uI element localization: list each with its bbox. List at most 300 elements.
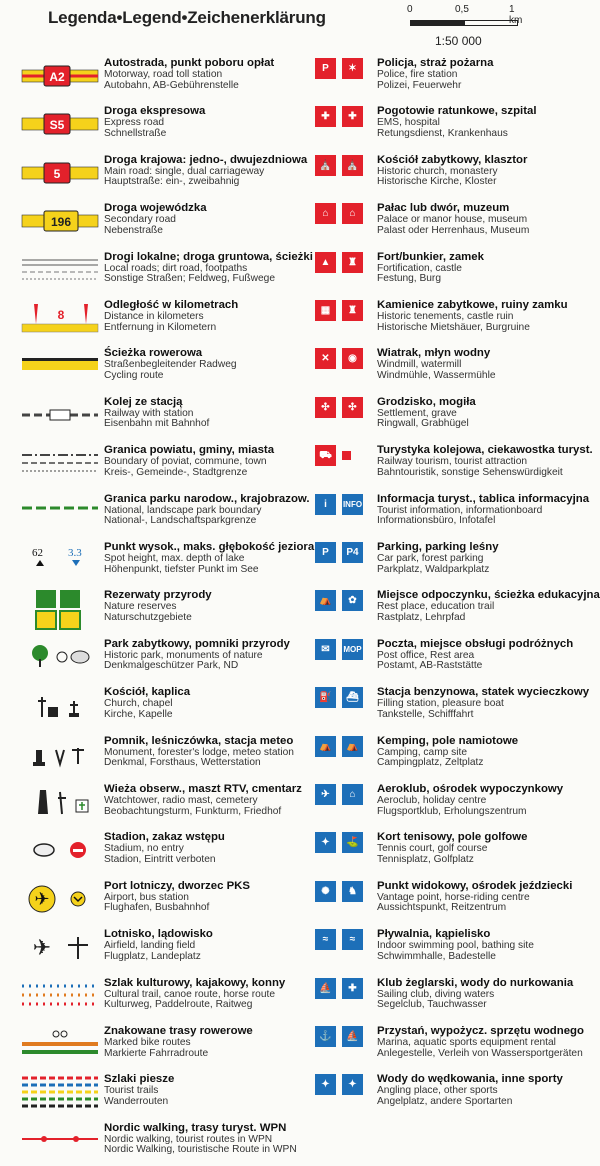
legend-text bbox=[377, 348, 600, 381]
label-de: Historische Kirche, Kloster bbox=[377, 176, 497, 188]
left-legend-row bbox=[0, 1074, 300, 1122]
left-legend-row bbox=[0, 106, 300, 154]
legend-symbol bbox=[22, 929, 98, 973]
label-pl: Droga wojewódzka bbox=[104, 202, 207, 215]
symbol-glyph: ✣ bbox=[348, 401, 357, 413]
label-pl: Szlaki piesze bbox=[104, 1073, 175, 1086]
information-icon-primary bbox=[315, 494, 336, 515]
label-pl: Informacja turyst., tablica informacyjna bbox=[377, 492, 590, 505]
symbol-glyph: ♜ bbox=[348, 256, 357, 268]
label-de: Informationsbüro, Infotafel bbox=[377, 515, 496, 527]
airport-icon bbox=[22, 881, 98, 921]
legend-text bbox=[104, 492, 310, 527]
right-legend-row bbox=[300, 1026, 600, 1074]
label-de: Sonstige Straßen; Feldweg, Fußwege bbox=[104, 273, 276, 285]
label-pl: Szlak kulturowy, kajakowy, konny bbox=[104, 976, 286, 989]
label-en: Marked bike routes bbox=[104, 1036, 191, 1048]
legend-symbol bbox=[22, 203, 98, 247]
label-pl: Kolej ze stacją bbox=[104, 395, 183, 408]
settlement-icon-secondary bbox=[342, 397, 363, 418]
right-legend-row bbox=[300, 736, 600, 784]
legend-text bbox=[104, 203, 304, 236]
sailing-icon bbox=[315, 978, 375, 1022]
label-pl: Granica parku narodow., krajobrazow. bbox=[104, 492, 310, 505]
left-legend-row bbox=[0, 1026, 300, 1074]
label-en: Monument, forester's lodge, meteo station bbox=[104, 746, 294, 758]
label-de: Tennisplatz, Golfplatz bbox=[377, 854, 474, 866]
left-legend-row bbox=[0, 541, 315, 590]
left-legend-row bbox=[0, 832, 300, 880]
railway-tourism-icon bbox=[315, 445, 375, 489]
label-en: Main road: single, dual carriageway bbox=[104, 165, 265, 177]
label-pl: Fort/bunkier, zamek bbox=[377, 250, 484, 263]
legend-symbol bbox=[22, 300, 98, 344]
label-pl: Stadion, zakaz wstępu bbox=[104, 831, 225, 844]
label-de: Kirche, Kapelle bbox=[104, 708, 173, 720]
label-en: Tourist information, informationboard bbox=[377, 504, 543, 516]
left-legend-row bbox=[0, 1123, 300, 1166]
label-pl: Port lotniczy, dworzec PKS bbox=[104, 879, 250, 892]
legend-text bbox=[377, 784, 600, 817]
right-legend-row bbox=[300, 542, 600, 590]
palace-icon-primary bbox=[315, 203, 336, 224]
tenement-icon bbox=[315, 300, 375, 344]
label-de: Palast oder Herrenhaus, Museum bbox=[377, 224, 530, 236]
label-en: Church, chapel bbox=[104, 698, 173, 710]
legend-symbol bbox=[22, 445, 98, 489]
label-pl: Stacja benzynowa, statek wycieczkowy bbox=[377, 686, 590, 699]
label-en: Spot height, max. depth of lake bbox=[104, 552, 245, 564]
police-icon-secondary bbox=[342, 58, 363, 79]
label-en: Secondary road bbox=[104, 214, 176, 226]
legend-text bbox=[104, 784, 304, 817]
label-pl: Wiatrak, młyn wodny bbox=[377, 347, 491, 360]
left-legend-row bbox=[0, 784, 300, 832]
symbol-glyph: ⌂ bbox=[349, 789, 356, 800]
right-legend-row bbox=[300, 784, 600, 832]
ambulance-icon-secondary bbox=[342, 106, 363, 127]
road-badge: 5 bbox=[53, 166, 61, 181]
legend-symbol bbox=[22, 155, 98, 199]
left-legend-row bbox=[0, 300, 300, 348]
windmill-icon-primary bbox=[315, 348, 336, 369]
camping-icon-secondary bbox=[342, 736, 363, 757]
legend-symbol bbox=[22, 1074, 98, 1118]
left-legend-row bbox=[0, 203, 300, 251]
right-legend-row bbox=[300, 203, 600, 251]
legend-text bbox=[377, 203, 600, 236]
right-legend-row bbox=[300, 881, 600, 929]
right-legend-row bbox=[300, 687, 600, 735]
label-pl: Droga ekspresowa bbox=[104, 105, 206, 118]
label-en: Boundary of poviat, commune, town bbox=[104, 456, 267, 468]
filling-station-icon bbox=[315, 687, 375, 731]
symbol-glyph: ◉ bbox=[348, 353, 357, 365]
right-legend-row bbox=[300, 445, 600, 493]
legend-text bbox=[104, 397, 304, 430]
symbol-glyph: ⛺ bbox=[319, 740, 332, 752]
km-badge: 8 bbox=[57, 308, 65, 322]
nature-reserve-icon bbox=[22, 590, 98, 630]
right-legend-row bbox=[300, 155, 600, 203]
legend-symbol bbox=[22, 494, 98, 538]
legend-text bbox=[104, 736, 304, 769]
label-en: Angling place, other sports bbox=[377, 1085, 498, 1097]
label-de: Nebenstraße bbox=[104, 224, 163, 236]
spot-height-value: 62 bbox=[32, 547, 43, 559]
label-de: Bahntouristik, sonstige Sehenswürdigkeit bbox=[377, 466, 563, 478]
post-office-icon-primary bbox=[315, 639, 336, 660]
tennis-icon bbox=[315, 832, 375, 876]
scale-tick-0: 0 bbox=[407, 4, 413, 15]
label-en: Airfield, landing field bbox=[104, 940, 196, 952]
right-legend-row bbox=[300, 494, 600, 542]
stadium-icon bbox=[22, 832, 98, 872]
fort-icon-primary bbox=[315, 252, 336, 273]
legend-symbol bbox=[22, 832, 98, 876]
watchtower-icon bbox=[22, 784, 98, 824]
label-en: Camping, camp site bbox=[377, 746, 468, 758]
symbol-glyph: ✣ bbox=[321, 401, 330, 413]
legend-text bbox=[377, 687, 600, 720]
windmill-icon-secondary bbox=[342, 348, 363, 369]
fort-icon-secondary bbox=[342, 252, 363, 273]
label-pl: Rezerwaty przyrody bbox=[104, 589, 212, 602]
label-pl: Parking, parking leśny bbox=[377, 541, 499, 553]
legend-text bbox=[104, 348, 304, 381]
tourist-trail-icon bbox=[22, 1074, 98, 1114]
label-pl: Kościół, kaplica bbox=[104, 686, 191, 699]
label-pl: Droga krajowa: jedno-, dwujezdniowa bbox=[104, 153, 308, 166]
label-pl: Pałac lub dwór, muzeum bbox=[377, 202, 510, 215]
settlement-icon-primary bbox=[315, 397, 336, 418]
label-en: Historic park, monuments of nature bbox=[104, 649, 263, 661]
settlement-icon bbox=[315, 397, 375, 441]
legend-text bbox=[377, 929, 600, 962]
label-de: Entfernung in Kilometern bbox=[104, 321, 217, 333]
angling-icon-secondary bbox=[342, 1074, 363, 1095]
road-badge: 196 bbox=[50, 215, 72, 230]
marina-icon-secondary bbox=[342, 1026, 363, 1047]
label-en: Railway tourism, tourist attraction bbox=[377, 456, 528, 468]
label-pl: Wieża obserw., maszt RTV, cmentarz bbox=[104, 783, 302, 795]
legend-text bbox=[377, 978, 600, 1011]
label-en: Indoor swimming pool, bathing site bbox=[377, 940, 534, 952]
scale-ratio: 1:50 000 bbox=[435, 34, 482, 48]
symbol-glyph: ✦ bbox=[321, 1079, 330, 1091]
tennis-icon-secondary bbox=[342, 832, 363, 853]
symbol-glyph: ✺ bbox=[321, 885, 330, 897]
symbol-glyph: ≈ bbox=[322, 934, 329, 946]
label-pl: Kort tenisowy, pole golfowe bbox=[377, 831, 528, 844]
symbol-glyph: ⚓ bbox=[319, 1031, 332, 1042]
rest-place-icon bbox=[315, 590, 375, 634]
label-de: Wanderrouten bbox=[104, 1096, 169, 1108]
symbol-glyph: ▦ bbox=[320, 305, 331, 316]
swimming-icon-secondary bbox=[342, 929, 363, 950]
label-en: Cultural trail, canoe route, horse route bbox=[104, 988, 276, 1000]
road-badge: A2 bbox=[49, 70, 65, 84]
label-en: Watchtower, radio mast, cemetery bbox=[104, 794, 258, 806]
legend-symbol bbox=[22, 106, 98, 150]
airfield-icon bbox=[22, 929, 98, 969]
legend-text bbox=[377, 832, 600, 865]
camping-icon-primary bbox=[315, 736, 336, 757]
legend-text bbox=[104, 250, 313, 285]
label-de: Kulturweg, Paddelroute, Raitweg bbox=[104, 999, 253, 1011]
right-legend-row bbox=[300, 978, 600, 1026]
left-legend-row bbox=[0, 250, 313, 300]
label-de: Postamt, AB-Raststätte bbox=[377, 660, 483, 672]
legend-symbol bbox=[22, 784, 98, 828]
left-legend-row bbox=[0, 445, 300, 493]
label-pl: Aeroklub, ośrodek wypoczynkowy bbox=[377, 783, 564, 795]
legend-text bbox=[104, 687, 304, 720]
symbol-glyph: ⛵ bbox=[319, 982, 332, 994]
label-en: Aeroclub, holiday centre bbox=[377, 794, 487, 806]
symbol-glyph: ⛳ bbox=[346, 837, 359, 849]
label-en: Local roads; dirt road, footpaths bbox=[104, 262, 248, 274]
label-de: Schnellstraße bbox=[104, 128, 167, 140]
lake-depth-value: 3.3 bbox=[68, 547, 82, 559]
symbol-glyph: ✦ bbox=[348, 1079, 357, 1091]
post-office-icon-secondary bbox=[342, 639, 363, 660]
historic-church-icon-secondary bbox=[342, 155, 363, 176]
scale-tick-1km: 1 km bbox=[509, 4, 523, 26]
information-icon bbox=[315, 494, 375, 538]
svg-text:✈: ✈ bbox=[34, 888, 50, 910]
tennis-icon-primary bbox=[315, 832, 336, 853]
legend-text bbox=[104, 106, 304, 139]
label-pl: Punkt widokowy, ośrodek jeździecki bbox=[377, 879, 573, 892]
label-de: Stadion, Eintritt verboten bbox=[104, 854, 216, 866]
spot-height-icon bbox=[22, 542, 98, 582]
vantage-point-icon bbox=[315, 881, 375, 925]
symbol-glyph: INFO bbox=[342, 499, 363, 509]
police-icon bbox=[315, 58, 375, 102]
label-pl: Granica powiatu, gminy, miasta bbox=[104, 444, 275, 457]
road-shield-icon bbox=[22, 155, 98, 195]
left-legend-row bbox=[0, 687, 300, 735]
symbol-glyph: ♜ bbox=[348, 305, 357, 316]
label-de: Aussichtspunkt, Reitzentrum bbox=[377, 902, 507, 914]
left-legend-row bbox=[0, 929, 300, 977]
label-pl: Punkt wysok., maks. głębokość jeziora bbox=[104, 541, 315, 553]
symbol-glyph: ✿ bbox=[348, 595, 357, 607]
label-pl: Odległość w kilometrach bbox=[104, 299, 239, 311]
ambulance-icon bbox=[315, 106, 375, 150]
legend-symbol bbox=[22, 687, 98, 731]
church-icon bbox=[22, 687, 98, 727]
label-pl: Miejsce odpoczynku, ścieżka edukacyjna bbox=[377, 589, 600, 602]
symbol-glyph: P bbox=[322, 547, 329, 558]
symbol-glyph: ⛺ bbox=[346, 740, 359, 752]
label-pl: Nordic walking, trasy turyst. WPN bbox=[104, 1121, 287, 1134]
legend-symbol bbox=[22, 736, 98, 780]
symbol-glyph: ✕ bbox=[321, 353, 330, 365]
parking-icon bbox=[315, 542, 375, 586]
legend-text bbox=[104, 300, 304, 333]
label-pl: Przystań, wypożycz. sprzętu wodnego bbox=[377, 1025, 584, 1037]
label-de: Cycling route bbox=[104, 370, 164, 382]
rest-place-icon-secondary bbox=[342, 590, 363, 611]
symbol-glyph: ✚ bbox=[321, 111, 330, 123]
legend-symbol bbox=[22, 58, 98, 102]
tenement-icon-primary bbox=[315, 300, 336, 321]
right-legend-row bbox=[300, 639, 600, 687]
swimming-icon bbox=[315, 929, 375, 973]
park-boundary-icon bbox=[22, 494, 98, 534]
label-de: Schwimmhalle, Badestelle bbox=[377, 950, 496, 962]
label-de: Hauptstraße: ein-, zweibahnig bbox=[104, 176, 240, 188]
road-shield-icon bbox=[22, 58, 98, 98]
camping-icon bbox=[315, 736, 375, 780]
symbol-glyph: ⛵ bbox=[346, 1031, 359, 1042]
label-de: Campingplatz, Zeltplatz bbox=[377, 757, 484, 769]
railway-tourism-icon-primary bbox=[315, 445, 336, 466]
label-en: Motorway, road toll station bbox=[104, 68, 223, 80]
legend-text bbox=[377, 106, 600, 139]
legend-text bbox=[104, 445, 304, 478]
legend-text bbox=[104, 153, 308, 188]
label-de: Kreis-, Gemeinde-, Stadtgrenze bbox=[104, 466, 248, 478]
label-de: Historische Mietshäuer, Burgruine bbox=[377, 321, 530, 333]
label-en: Historic tenements, castle ruin bbox=[377, 310, 514, 322]
right-legend-row bbox=[300, 590, 600, 638]
legend-text bbox=[377, 445, 600, 478]
label-de: Polizei, Feuerwehr bbox=[377, 79, 462, 91]
label-pl: Park zabytkowy, pomniki przyrody bbox=[104, 637, 290, 650]
palace-icon bbox=[315, 203, 375, 247]
right-legend-row bbox=[300, 300, 600, 348]
label-en: Nature reserves bbox=[104, 601, 177, 613]
legend-text bbox=[377, 736, 600, 769]
filling-station-icon-primary bbox=[315, 687, 336, 708]
road-shield-icon bbox=[22, 203, 98, 243]
legend-symbol bbox=[22, 348, 98, 392]
right-legend-row bbox=[300, 348, 600, 396]
label-pl: Klub żeglarski, wody do nurkowania bbox=[377, 976, 574, 989]
label-de: Flugplatz, Landeplatz bbox=[104, 950, 201, 962]
road-shield-icon bbox=[22, 106, 98, 146]
swimming-icon-primary bbox=[315, 929, 336, 950]
railway-icon bbox=[22, 397, 98, 437]
symbol-glyph: ⛽ bbox=[319, 692, 332, 704]
parking-icon-primary bbox=[315, 542, 336, 563]
legend-text bbox=[377, 1026, 600, 1059]
nordic-walking-icon bbox=[22, 1123, 98, 1163]
symbol-glyph: ✉ bbox=[321, 643, 330, 655]
symbol-glyph: ✚ bbox=[348, 982, 357, 994]
label-pl: Turystyka kolejowa, ciekawostka turyst. bbox=[377, 444, 593, 457]
sailing-icon-primary bbox=[315, 978, 336, 999]
label-en: Stadium, no entry bbox=[104, 843, 184, 855]
label-de: Autobahn, AB-Gebührenstelle bbox=[104, 79, 239, 91]
label-en: Express road bbox=[104, 117, 165, 129]
label-de: Markierte Fahrradroute bbox=[104, 1047, 209, 1059]
symbol-glyph: ✈ bbox=[321, 789, 330, 800]
label-pl: Autostrada, punkt poboru opłat bbox=[104, 57, 275, 69]
legend-title: Legenda•Legend•Zeichenerklärung bbox=[48, 8, 326, 27]
label-en: Windmill, watermill bbox=[377, 359, 462, 371]
label-en: Straßenbegleitender Radweg bbox=[104, 359, 237, 371]
left-legend-row bbox=[0, 58, 300, 106]
sailing-icon-secondary bbox=[342, 978, 363, 999]
parking-icon-secondary bbox=[342, 542, 363, 563]
symbol-glyph: ✦ bbox=[321, 837, 330, 849]
ambulance-icon-primary bbox=[315, 106, 336, 127]
right-legend-row bbox=[300, 397, 600, 445]
label-de: Festung, Burg bbox=[377, 273, 441, 285]
legend-text bbox=[377, 300, 600, 333]
cultural-trail-icon bbox=[22, 978, 98, 1018]
angling-icon-primary bbox=[315, 1074, 336, 1095]
symbol-glyph: P4 bbox=[346, 547, 359, 558]
label-en: Car park, forest parking bbox=[377, 552, 484, 564]
label-de: Flughafen, Busbahnhof bbox=[104, 902, 210, 914]
label-pl: Znakowane trasy rowerowe bbox=[104, 1025, 253, 1037]
legend-text bbox=[377, 494, 600, 527]
symbol-glyph: P bbox=[322, 63, 329, 74]
left-legend-row bbox=[0, 881, 300, 929]
vantage-point-icon-primary bbox=[315, 881, 336, 902]
right-legend-row bbox=[300, 832, 600, 880]
label-pl: Drogi lokalne; droga gruntowa, ścieżki bbox=[104, 250, 313, 263]
legend-text bbox=[104, 541, 315, 575]
label-en: Airport, bus station bbox=[104, 891, 189, 903]
legend-symbol bbox=[22, 1026, 98, 1070]
label-de: Angelplatz, andere Sportarten bbox=[377, 1096, 513, 1108]
label-en: Marina, aquatic sports equipment rental bbox=[377, 1036, 556, 1048]
label-pl: Kościół zabytkowy, klasztor bbox=[377, 153, 528, 166]
fort-icon bbox=[315, 252, 375, 296]
legend-text bbox=[104, 590, 304, 623]
symbol-glyph: ⛺ bbox=[319, 595, 332, 607]
legend-text bbox=[377, 58, 600, 91]
scale-bar-graphic bbox=[410, 20, 518, 26]
aeroclub-icon-secondary bbox=[342, 784, 363, 805]
label-en: Post office, Rest area bbox=[377, 649, 475, 661]
symbol-glyph: ⌂ bbox=[349, 208, 356, 220]
label-de: National-, Landschaftsparkgrenze bbox=[104, 515, 257, 527]
label-en: Tourist trails bbox=[104, 1085, 159, 1097]
label-de: Parkplatz, Waldparkplatz bbox=[377, 563, 490, 575]
label-pl: Pływalnia, kąpielisko bbox=[377, 928, 491, 941]
boundary-icon bbox=[22, 445, 98, 485]
legend-symbol bbox=[22, 978, 98, 1022]
legend-symbol bbox=[22, 590, 98, 634]
left-legend-row bbox=[0, 590, 300, 638]
legend-symbol bbox=[22, 639, 98, 683]
label-pl: Poczta, miejsce obsługi podróżnych bbox=[377, 637, 574, 650]
label-de: Denkmal, Forsthaus, Wetterstation bbox=[104, 757, 261, 769]
scale-bar bbox=[405, 4, 530, 54]
label-de: Tankstelle, Schifffahrt bbox=[377, 708, 474, 720]
symbol-glyph: ⛪ bbox=[346, 159, 359, 171]
historic-park-icon bbox=[22, 639, 98, 679]
legend-text bbox=[377, 1074, 600, 1107]
historic-church-icon bbox=[315, 155, 375, 199]
symbol-glyph: ⛪ bbox=[319, 159, 332, 171]
label-de: Retungsdienst, Krankenhaus bbox=[377, 128, 508, 140]
legend-text bbox=[104, 929, 304, 962]
monument-icon bbox=[22, 736, 98, 776]
left-legend-row bbox=[0, 397, 300, 445]
aeroclub-icon-primary bbox=[315, 784, 336, 805]
label-en: EMS, hospital bbox=[377, 117, 440, 129]
symbol-glyph: ⌂ bbox=[322, 208, 329, 220]
left-legend-row bbox=[0, 978, 300, 1026]
